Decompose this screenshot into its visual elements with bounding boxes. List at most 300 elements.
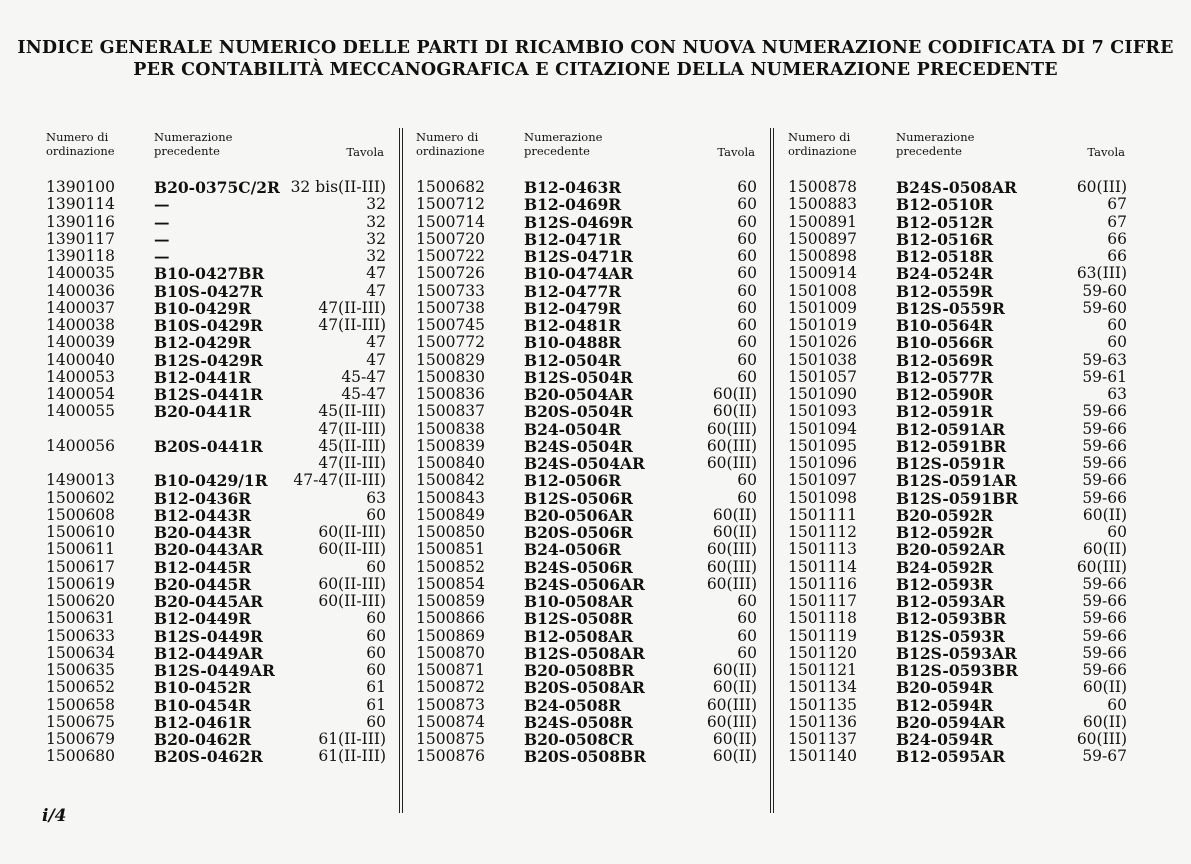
header-numero-ordinazione: Numero di ordinazione: [788, 130, 857, 158]
table-row: [788, 610, 1129, 627]
previous-number: B12S-0504R: [524, 367, 633, 387]
previous-number: B20S-0441R: [154, 436, 263, 456]
table-row: [416, 507, 759, 524]
order-number: 1501090: [788, 385, 858, 403]
tavola: 67: [1107, 212, 1127, 231]
column-header: [788, 128, 1129, 166]
table-row: [416, 421, 759, 438]
previous-number: B12-0569R: [896, 350, 994, 370]
table-row: [788, 179, 1129, 196]
table-row: [416, 283, 759, 300]
previous-number: B20S-0462R: [154, 747, 263, 767]
previous-number: B10-0474AR: [524, 264, 634, 284]
order-number: 1390114: [46, 195, 116, 214]
table-row: [788, 317, 1129, 334]
tavola: 60(III): [1076, 178, 1127, 196]
previous-number: B20-0594AR: [896, 712, 1006, 732]
order-number: 1500851: [416, 540, 486, 559]
table-row: [46, 507, 388, 524]
page-title: [0, 37, 1191, 81]
header-tavola: Tavola: [717, 145, 755, 159]
tavola: 47: [366, 350, 386, 369]
order-number: 1500619: [46, 574, 116, 593]
table-row: [788, 438, 1129, 455]
header-numerazione-precedente: Numerazione precedente: [524, 130, 603, 158]
tavola: 60(III): [706, 540, 757, 559]
table-row: [46, 455, 388, 472]
table-row: [46, 283, 388, 300]
order-number: 1501057: [788, 367, 858, 386]
tavola: 59-66: [1082, 626, 1127, 645]
previous-number: B12-0591AR: [896, 419, 1006, 439]
table-row: [416, 317, 759, 334]
previous-number: B20-0375C/2R: [154, 178, 280, 197]
order-number: 1400056: [46, 436, 116, 455]
previous-number: B12-0593BR: [896, 609, 1007, 629]
tavola: 45(II-III): [318, 436, 386, 455]
table-row: [46, 731, 388, 748]
order-number: 1501112: [788, 523, 858, 541]
table-row: [46, 334, 388, 351]
header-numerazione-precedente: Numerazione precedente: [896, 130, 975, 158]
order-number: 1501094: [788, 419, 858, 438]
column-header: [416, 128, 759, 166]
table-row: [788, 386, 1129, 403]
tavola: 60(III): [706, 454, 757, 472]
previous-number: B12S-0591AR: [896, 471, 1017, 491]
tavola: 60: [737, 298, 757, 317]
tavola: 60(II-III): [318, 523, 386, 541]
table-row: [416, 248, 759, 265]
tavola: 60: [737, 316, 757, 334]
order-number: 1500679: [46, 730, 116, 748]
tavola: 63(III): [1076, 264, 1127, 283]
previous-number: B10-0429R: [154, 298, 252, 318]
previous-number: B20-0592R: [896, 505, 994, 525]
order-number: 1390118: [46, 247, 116, 265]
previous-number: B12S-0508R: [524, 609, 633, 629]
table-row: [788, 541, 1129, 558]
order-number: 1500772: [416, 333, 486, 352]
tavola: 60(III): [706, 436, 757, 455]
tavola: 60(III): [706, 712, 757, 731]
table-row: [788, 455, 1129, 472]
tavola: 59-66: [1082, 661, 1127, 679]
table-row: [46, 352, 388, 369]
table-row: [416, 748, 759, 765]
table-row: [46, 386, 388, 403]
tavola: 60(II): [712, 505, 757, 524]
tavola: 59-67: [1082, 747, 1127, 766]
tavola: 45-47: [341, 367, 386, 386]
previous-number: B10-0564R: [896, 316, 994, 335]
tavola: 60: [366, 661, 386, 679]
tavola: 32: [366, 195, 386, 214]
order-number: 1500891: [788, 212, 858, 231]
previous-number: B20-0445R: [154, 574, 252, 594]
table-row: [416, 679, 759, 696]
order-number: 1501113: [788, 540, 858, 559]
table-row: [788, 472, 1129, 489]
column-divider: [402, 128, 403, 813]
tavola: 60(II): [712, 661, 757, 679]
tavola: 47-47(II-III): [293, 471, 386, 490]
order-number: 1400054: [46, 385, 116, 403]
order-number: 1500914: [788, 264, 858, 283]
previous-number: B10-0488R: [524, 333, 622, 353]
table-row: [416, 472, 759, 489]
table-row: [788, 352, 1129, 369]
table-row: [788, 576, 1129, 593]
order-number: 1400035: [46, 264, 116, 283]
order-number: 1501140: [788, 747, 858, 766]
tavola: 60: [737, 247, 757, 265]
order-number: 1501111: [788, 505, 858, 524]
tavola: 61(II-III): [318, 747, 386, 766]
order-number: 1500680: [46, 747, 116, 766]
previous-number: B12S-0506R: [524, 488, 633, 508]
table-row: [788, 748, 1129, 765]
index-column-1: [46, 128, 388, 767]
table-row: [416, 559, 759, 576]
table-row: [46, 265, 388, 282]
order-number: 1500883: [788, 195, 858, 214]
tavola: 60(II-III): [318, 540, 386, 559]
order-number: 1501121: [788, 661, 858, 679]
order-number: 1390117: [46, 229, 116, 248]
tavola: 60(III): [706, 419, 757, 438]
order-number: 1500633: [46, 626, 116, 645]
column-divider: [399, 128, 400, 813]
order-number: 1390116: [46, 212, 116, 231]
order-number: 1501019: [788, 316, 858, 334]
table-row: [788, 524, 1129, 541]
order-number: 1501136: [788, 712, 858, 731]
order-number: 1500714: [416, 212, 486, 231]
order-number: 1500837: [416, 402, 486, 421]
tavola: 60: [1107, 695, 1127, 714]
previous-number: B12S-0593AR: [896, 643, 1017, 663]
table-row: [788, 265, 1129, 282]
order-number: 1500745: [416, 316, 486, 334]
order-number: 1500852: [416, 557, 486, 576]
header-numero-ordinazione: Numero di ordinazione: [416, 130, 485, 158]
previous-number: B24S-0506R: [524, 557, 633, 577]
tavola: 60(II): [1082, 712, 1127, 731]
tavola: 60(III): [1076, 557, 1127, 576]
previous-number: B10S-0429R: [154, 316, 263, 335]
order-number: 1400040: [46, 350, 116, 369]
table-row: [416, 300, 759, 317]
table-row: [788, 248, 1129, 265]
tavola: 59-66: [1082, 488, 1127, 507]
previous-number: B12-0441R: [154, 367, 252, 387]
order-number: 1500898: [788, 247, 858, 265]
order-number: 1501119: [788, 626, 858, 645]
previous-number: B12-0508AR: [524, 626, 634, 646]
table-row: [416, 231, 759, 248]
tavola: 60: [1107, 316, 1127, 334]
tavola: 67: [1107, 195, 1127, 214]
order-number: 1500872: [416, 678, 486, 697]
order-number: 1500840: [416, 454, 486, 472]
order-number: 1500842: [416, 471, 486, 490]
tavola: 32: [366, 229, 386, 248]
order-number: 1500608: [46, 505, 116, 524]
tavola: 60: [737, 281, 757, 300]
order-number: 1500836: [416, 385, 486, 403]
table-row: [46, 748, 388, 765]
previous-number: B20-0504AR: [524, 385, 634, 404]
tavola: 59-66: [1082, 643, 1127, 662]
tavola: 60(II): [1082, 505, 1127, 524]
order-number: 1400037: [46, 298, 116, 317]
previous-number: B20S-0508AR: [524, 678, 645, 698]
tavola: 59-60: [1082, 281, 1127, 300]
previous-number: B20S-0504R: [524, 402, 633, 422]
previous-number: B12-0443R: [154, 505, 252, 525]
table-row: [788, 196, 1129, 213]
tavola: 47: [366, 333, 386, 352]
table-row: [788, 559, 1129, 576]
tavola: 60: [737, 643, 757, 662]
order-number: 1501120: [788, 643, 858, 662]
table-row: [788, 714, 1129, 731]
tavola: 60: [737, 229, 757, 248]
table-row: [788, 403, 1129, 420]
table-row: [46, 472, 388, 489]
table-row: [46, 679, 388, 696]
previous-number: B12-0479R: [524, 298, 622, 318]
previous-number: B12S-0559R: [896, 298, 1005, 318]
previous-number: B12-0481R: [524, 316, 622, 335]
previous-number: B12-0449AR: [154, 643, 264, 663]
order-number: 1500631: [46, 609, 116, 628]
tavola: 60(II): [1082, 678, 1127, 697]
tavola: 60(II): [712, 678, 757, 697]
table-row: [416, 386, 759, 403]
previous-number: B12-0593AR: [896, 592, 1006, 611]
order-number: 1500610: [46, 523, 116, 541]
previous-number: B12-0461R: [154, 712, 252, 732]
tavola: 59-66: [1082, 436, 1127, 455]
order-number: 1500871: [416, 661, 486, 679]
previous-number: —: [154, 212, 170, 232]
tavola: 60: [737, 178, 757, 196]
table-row: [416, 524, 759, 541]
table-row: [46, 214, 388, 231]
previous-number: —: [154, 195, 170, 215]
order-number: 1501116: [788, 574, 858, 593]
previous-number: B10-0427BR: [154, 264, 265, 284]
previous-number: B20-0445AR: [154, 592, 264, 611]
table-rows: [416, 179, 759, 766]
previous-number: B12-0518R: [896, 247, 994, 266]
order-number: 1500866: [416, 609, 486, 628]
table-row: [46, 403, 388, 420]
table-row: [416, 403, 759, 420]
previous-number: B20-0506AR: [524, 505, 634, 525]
table-row: [788, 490, 1129, 507]
previous-number: B24-0592R: [896, 557, 994, 577]
previous-number: B20-0508BR: [524, 661, 635, 680]
previous-number: B12-0595AR: [896, 747, 1006, 767]
tavola: 60(II): [1082, 540, 1127, 559]
tavola: 60: [737, 350, 757, 369]
tavola: 32: [366, 212, 386, 231]
order-number: 1500682: [416, 178, 486, 196]
order-number: 1500878: [788, 178, 858, 196]
tavola: 32 bis(II-III): [290, 178, 386, 196]
table-row: [46, 645, 388, 662]
tavola: 59-61: [1082, 367, 1127, 386]
table-row: [416, 214, 759, 231]
previous-number: B12-0516R: [896, 229, 994, 249]
tavola: 60(II-III): [318, 592, 386, 610]
tavola: 60: [737, 333, 757, 352]
tavola: 47: [366, 281, 386, 300]
tavola: 60: [1107, 333, 1127, 352]
order-number: 1501026: [788, 333, 858, 352]
previous-number: B24S-0504R: [524, 436, 633, 456]
table-row: [46, 576, 388, 593]
column-divider: [770, 128, 771, 813]
tavola: 61: [366, 695, 386, 714]
table-row: [46, 610, 388, 627]
tavola: 47(II-III): [318, 454, 386, 472]
order-number: 1500873: [416, 695, 486, 714]
previous-number: B12-0559R: [896, 281, 994, 301]
previous-number: B12-0577R: [896, 367, 994, 387]
order-number: 1500850: [416, 523, 486, 541]
table-row: [416, 697, 759, 714]
table-row: [46, 559, 388, 576]
previous-number: B24-0504R: [524, 419, 622, 439]
tavola: 59-66: [1082, 471, 1127, 490]
order-number: 1501096: [788, 454, 858, 472]
order-number: 1500870: [416, 643, 486, 662]
order-number: 1500829: [416, 350, 486, 369]
table-row: [46, 490, 388, 507]
tavola: 59-66: [1082, 609, 1127, 628]
previous-number: B10-0452R: [154, 678, 252, 698]
order-number: 1501134: [788, 678, 858, 697]
previous-number: B20-0443AR: [154, 540, 264, 560]
previous-number: —: [154, 247, 170, 266]
table-row: [46, 369, 388, 386]
table-row: [416, 179, 759, 196]
order-number: 1500897: [788, 229, 858, 248]
order-number: 1400053: [46, 367, 116, 386]
table-row: [416, 714, 759, 731]
header-tavola: Tavola: [346, 145, 384, 159]
order-number: 1501137: [788, 730, 858, 748]
order-number: 1500738: [416, 298, 486, 317]
table-row: [46, 714, 388, 731]
table-row: [416, 628, 759, 645]
tavola: 60: [737, 264, 757, 283]
order-number: 1500635: [46, 661, 116, 679]
tavola: 60(II-III): [318, 574, 386, 593]
previous-number: —: [154, 229, 170, 249]
header-numero-ordinazione: Numero di ordinazione: [46, 130, 115, 158]
order-number: 1500849: [416, 505, 486, 524]
previous-number: B10-0429/1R: [154, 471, 268, 491]
table-row: [416, 645, 759, 662]
header-tavola: Tavola: [1087, 145, 1125, 159]
previous-number: B20-0441R: [154, 402, 252, 422]
table-row: [416, 438, 759, 455]
tavola: 32: [366, 247, 386, 265]
tavola: 47(II-III): [318, 316, 386, 334]
order-number: 1500658: [46, 695, 116, 714]
previous-number: B12-0512R: [896, 212, 994, 232]
table-row: [416, 196, 759, 213]
previous-number: B24S-0504AR: [524, 454, 645, 473]
index-column-3: [788, 128, 1129, 767]
previous-number: B12-0445R: [154, 557, 252, 577]
previous-number: B24S-0508AR: [896, 178, 1017, 197]
previous-number: B12S-0593R: [896, 626, 1005, 646]
previous-number: B12S-0469R: [524, 212, 633, 232]
table-row: [416, 593, 759, 610]
table-row: [46, 662, 388, 679]
table-row: [416, 541, 759, 558]
order-number: 1501008: [788, 281, 858, 300]
previous-number: B24-0506R: [524, 540, 622, 560]
tavola: 47: [366, 264, 386, 283]
column-header: [46, 128, 388, 166]
tavola: 59-66: [1082, 592, 1127, 610]
tavola: 60: [737, 367, 757, 386]
title-line-2: PER CONTABILITÀ MECCANOGRAFICA E CITAZIONE DELLA NUMERAZIONE PRECEDENTE: [133, 60, 1058, 80]
tavola: 63: [366, 488, 386, 507]
order-number: 1500843: [416, 488, 486, 507]
order-number: 1501098: [788, 488, 858, 507]
table-row: [788, 645, 1129, 662]
table-row: [416, 455, 759, 472]
table-row: [788, 214, 1129, 231]
order-number: 1500854: [416, 574, 486, 593]
order-number: 1400039: [46, 333, 116, 352]
order-number: 1501117: [788, 592, 858, 610]
table-rows: [788, 179, 1129, 766]
previous-number: B12S-0429R: [154, 350, 263, 370]
table-row: [416, 369, 759, 386]
previous-number: B12S-0508AR: [524, 643, 645, 663]
table-row: [788, 300, 1129, 317]
table-row: [788, 421, 1129, 438]
previous-number: B20-0508CR: [524, 730, 634, 749]
previous-number: B12-0477R: [524, 281, 622, 301]
tavola: 59-66: [1082, 419, 1127, 438]
table-row: [46, 317, 388, 334]
order-number: 1500652: [46, 678, 116, 697]
tavola: 45-47: [341, 385, 386, 403]
previous-number: B12-0594R: [896, 695, 994, 715]
table-row: [46, 248, 388, 265]
table-row: [46, 541, 388, 558]
previous-number: B24S-0506AR: [524, 574, 645, 594]
tavola: 63: [1107, 385, 1127, 403]
tavola: 60(II): [712, 523, 757, 541]
previous-number: B12-0506R: [524, 471, 622, 491]
tavola: 60: [737, 592, 757, 610]
order-number: 1501038: [788, 350, 858, 369]
order-number: 1400038: [46, 316, 116, 334]
order-number: 1501135: [788, 695, 858, 714]
order-number: 1500602: [46, 488, 116, 507]
